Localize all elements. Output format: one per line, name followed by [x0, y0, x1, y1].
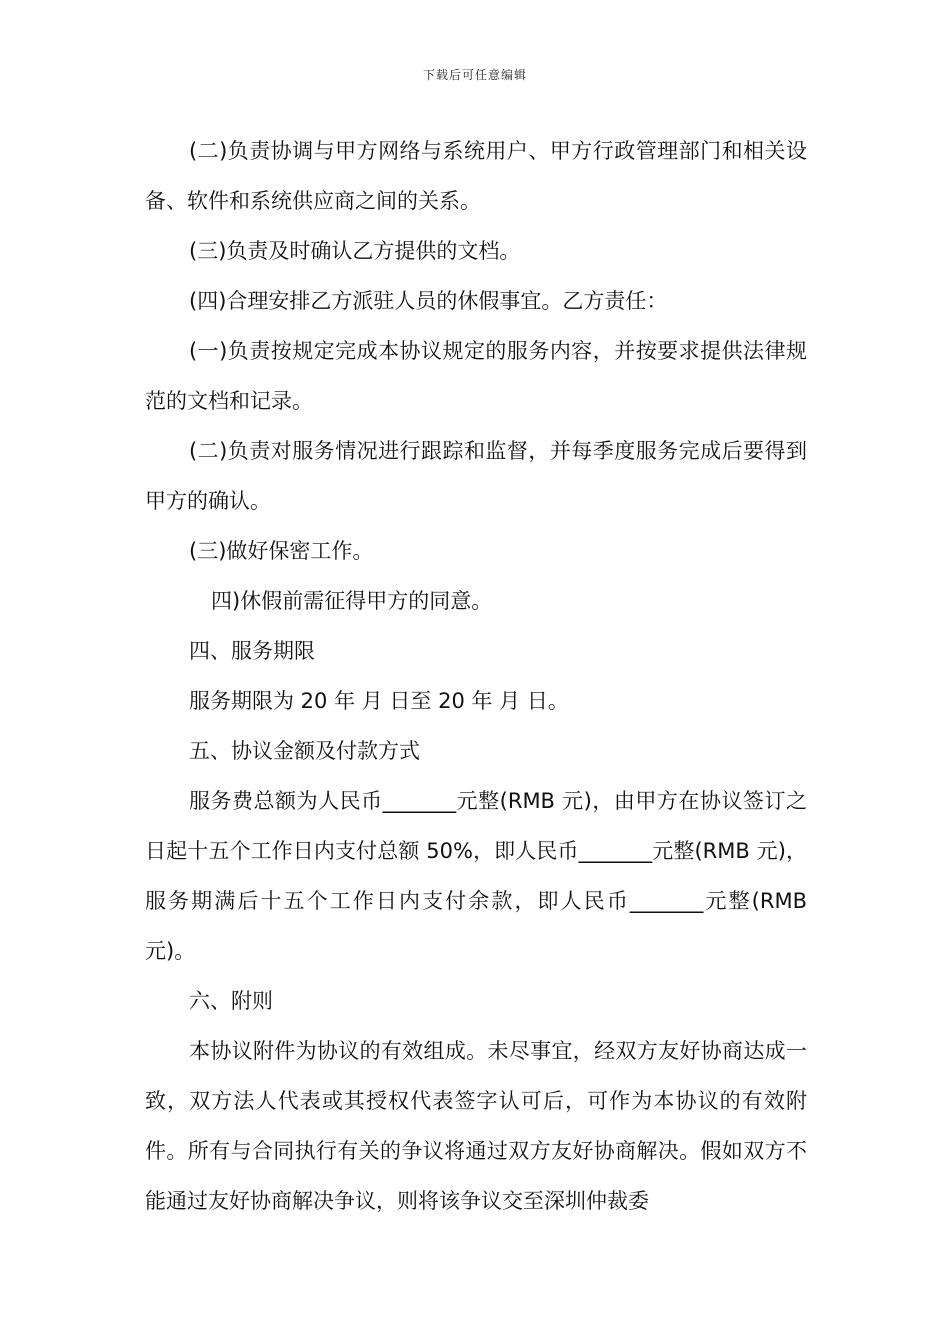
paragraph-track-supervise: (二)负责对服务情况进行跟踪和监督，并每季度服务完成后要得到甲方的确认。: [145, 439, 807, 513]
section-heading-supplementary: 六、附则: [189, 989, 273, 1013]
paragraph-complete-services: (一)负责按规定完成本协议规定的服务内容，并按要求提供法律规范的文档和记录。: [145, 339, 807, 413]
paragraph-confidentiality: (三)做好保密工作。: [189, 539, 374, 563]
paragraph-service-term: 服务期限为 20 年 月 日至 20 年 月 日。: [189, 689, 569, 713]
document-body: [145, 126, 807, 1226]
paragraph-payment-terms: 服务费总额为人民币_______元整(RMB 元)，由甲方在协议签订之日起十五个工作日内支付总额 50%，即人民币_______元整(RMB 元)，服务期满后十五个工作日内支付余款，即人民币_______元整(RMB 元)。: [145, 789, 807, 963]
paragraph-coordinate-relations: (二)负责协调与甲方网络与系统用户、甲方行政管理部门和相关设备、软件和系统供应商之间的关系。: [145, 139, 807, 213]
paragraph-supplementary-terms: 本协议附件为协议的有效组成。未尽事宜，经双方友好协商达成一致，双方法人代表或其授权代表签字认可后，可作为本协议的有效附件。所有与合同执行有关的争议将通过双方友好协商解决。假如双方不能通过友好协商解决争议，则将该争议交至深圳仲裁委: [145, 1039, 807, 1213]
section-heading-payment: 五、协议金额及付款方式: [189, 739, 420, 763]
paragraph-arrange-leave: (四)合理安排乙方派驻人员的休假事宜。乙方责任：: [189, 289, 668, 313]
paragraph-leave-approval: 四)休假前需征得甲方的同意。: [211, 589, 493, 613]
section-heading-service-term: 四、服务期限: [189, 639, 315, 663]
page-header: 下载后可任意编辑: [422, 68, 527, 82]
paragraph-confirm-documents: (三)负责及时确认乙方提供的文档。: [189, 239, 521, 263]
